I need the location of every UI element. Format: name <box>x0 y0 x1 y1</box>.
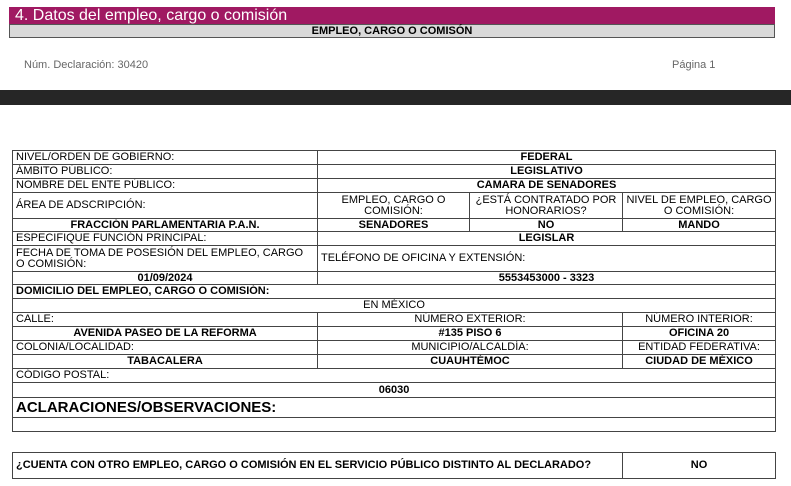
table-row <box>13 299 776 313</box>
table-row <box>13 453 776 479</box>
value-telefono: 5553453000 - 3323 <box>318 272 776 285</box>
table-row <box>13 151 776 165</box>
table-row <box>13 232 776 246</box>
table-row <box>13 285 776 299</box>
label-telefono: TELÉFONO DE OFICINA Y EXTENSIÓN: <box>318 246 776 272</box>
label-num-interior: NÚMERO INTERIOR: <box>623 313 776 327</box>
table-row <box>13 246 776 272</box>
page-separator-band <box>0 90 791 105</box>
value-nivel-empleo: MANDO <box>623 219 776 232</box>
table-row <box>13 193 776 219</box>
other-employment-table <box>12 452 776 479</box>
value-nivel-orden: FEDERAL <box>318 151 776 165</box>
label-aclaraciones: ACLARACIONES/OBSERVACIONES: <box>13 398 776 418</box>
page-number: Página 1 <box>672 59 716 71</box>
value-area-adscripcion: FRACCIÓN PARLAMENTARIA P.A.N. <box>13 219 318 232</box>
table-row <box>13 383 776 398</box>
label-fecha-toma: FECHA DE TOMA DE POSESIÓN DEL EMPLEO, CARGO O COMISIÓN: <box>13 246 318 272</box>
value-contratado-honorarios: NO <box>470 219 623 232</box>
table-row <box>13 398 776 418</box>
label-calle: CALLE: <box>13 313 318 327</box>
label-otro-empleo: ¿CUENTA CON OTRO EMPLEO, CARGO O COMISIÓN EN EL SERVICIO PÚBLICO DISTINTO AL DECLARADO? <box>13 453 623 479</box>
label-num-exterior: NÚMERO EXTERIOR: <box>318 313 623 327</box>
label-domicilio: DOMICILIO DEL EMPLEO, CARGO O COMISIÓN: <box>13 285 776 299</box>
table-row <box>13 313 776 327</box>
table-row <box>13 369 776 383</box>
value-codigo-postal: 06030 <box>13 383 776 398</box>
value-ambito: LEGISLATIVO <box>318 165 776 179</box>
value-municipio: CUAUHTÉMOC <box>318 355 623 369</box>
label-contratado-honorarios: ¿ESTÁ CONTRATADO POR HONORARIOS? <box>470 193 623 219</box>
declaration-number: Núm. Declaración: 30420 <box>24 59 149 71</box>
label-codigo-postal: CÓDIGO POSTAL: <box>13 369 776 383</box>
label-funcion-principal: ESPECIFIQUE FUNCIÓN PRINCIPAL: <box>13 232 318 246</box>
value-entidad: CIUDAD DE MÉXICO <box>623 355 776 369</box>
value-funcion-principal: LEGISLAR <box>318 232 776 246</box>
value-num-interior: OFICINA 20 <box>623 327 776 341</box>
table-row <box>13 327 776 341</box>
value-colonia: TABACALERA <box>13 355 318 369</box>
label-nivel-empleo: NIVEL DE EMPLEO, CARGO O COMISIÓN: <box>623 193 776 219</box>
table-row <box>13 418 776 432</box>
label-area-adscripcion: ÁREA DE ADSCRIPCIÓN: <box>13 193 318 219</box>
label-nivel-orden: NIVEL/ORDEN DE GOBIERNO: <box>13 151 318 165</box>
label-ambito: ÁMBITO PÚBLICO: <box>13 165 318 179</box>
value-empleo-cargo: SENADORES <box>318 219 470 232</box>
value-num-exterior: #135 PISO 6 <box>318 327 623 341</box>
section-title: 4. Datos del empleo, cargo o comisión <box>9 7 775 24</box>
section-subheader: EMPLEO, CARGO O COMISÓN <box>9 24 775 38</box>
value-calle: AVENIDA PASEO DE LA REFORMA <box>13 327 318 341</box>
table-row <box>13 219 776 232</box>
table-row <box>13 272 776 285</box>
value-nombre-ente: CAMARA DE SENADORES <box>318 179 776 193</box>
table-row <box>13 355 776 369</box>
label-entidad: ENTIDAD FEDERATIVA: <box>623 341 776 355</box>
table-row <box>13 179 776 193</box>
table-row <box>13 341 776 355</box>
value-ubicacion: EN MÉXICO <box>13 299 776 313</box>
label-empleo-cargo: EMPLEO, CARGO O COMISIÓN: <box>318 193 470 219</box>
label-municipio: MUNICIPIO/ALCALDÍA: <box>318 341 623 355</box>
value-otro-empleo: NO <box>623 453 776 479</box>
value-aclaraciones <box>13 418 776 432</box>
employment-data-table <box>12 150 776 432</box>
table-row <box>13 165 776 179</box>
label-colonia: COLONIA/LOCALIDAD: <box>13 341 318 355</box>
value-fecha-toma: 01/09/2024 <box>13 272 318 285</box>
label-nombre-ente: NOMBRE DEL ENTE PÚBLICO: <box>13 179 318 193</box>
